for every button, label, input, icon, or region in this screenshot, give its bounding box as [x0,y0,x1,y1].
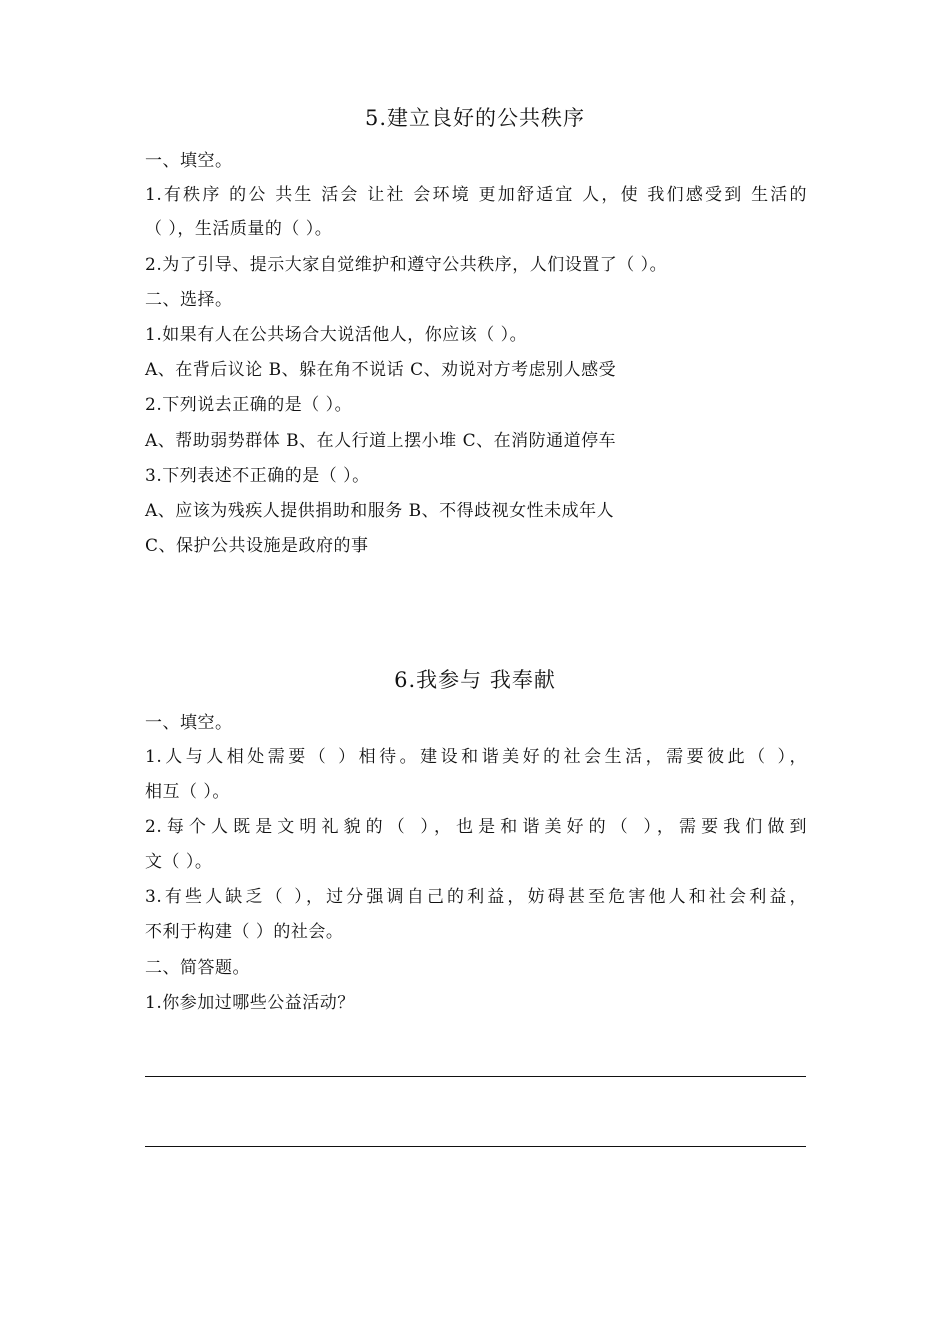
section6-q1-line2: 相互（ ）。 [145,782,230,802]
section5-c3: 3.下列表述不正确的是（ ）。 [145,466,370,486]
section6-sq1: 1.你参加过哪些公益活动？ [145,993,355,1013]
section5-q1-line1: 1.有秩序 的公 共生 活会 让社 会环境 更加舒适宜 人，使 我们感受到 生活的 [145,185,807,205]
section5-c1: 1.如果有人在公共场合大说活他人，你应该（ ）。 [145,325,528,345]
answer-line-1 [145,1076,806,1077]
section6-q2-line1: 2.每个人既是文明礼貌的（ ），也是和谐美好的（ ），需要我们做到 [145,817,807,837]
section6-fill-heading: 一、填空。 [145,713,233,733]
section5-q1-line2: （ ），生活质量的（ ）。 [145,219,333,239]
section5-title: 5.建立良好的公共秩序 [364,106,586,130]
answer-line-2 [145,1146,806,1147]
section6-q3-line1: 3.有些人缺乏（ ），过分强调自己的利益，妨碍甚至危害他人和社会利益， [145,887,807,907]
section5-c3-option-c: C、保护公共设施是政府的事 [145,536,369,556]
section5-q2: 2.为了引导、提示大家自觉维护和遵守公共秩序，人们设置了（ ）。 [145,255,668,275]
section5-fill-heading: 一、填空。 [145,151,233,171]
section6-short-answer-heading: 二、简答题。 [145,958,250,978]
section5-c2: 2.下列说去正确的是（ ）。 [145,395,353,415]
section6-q1-line1: 1.人与人相处需要（ ）相待。建设和谐美好的社会生活，需要彼此（ ）， [145,747,807,767]
section5-choice-heading: 二、选择。 [145,290,233,310]
section6-q3-line2: 不利于构建（ ）的社会。 [145,922,344,942]
section5-c2-options: A、帮助弱势群体 B、在人行道上摆小堆 C、在消防通道停车 [145,431,617,451]
section5-c1-options: A、在背后议论 B、躲在角不说话 C、劝说对方考虑别人感受 [145,360,617,380]
section6-title: 6.我参与 我奉献 [394,668,556,692]
section5-c3-options: A、应该为残疾人提供捐助和服务 B、不得歧视女性未成年人 [145,501,615,521]
section6-q2-line2: 文（ ）。 [145,852,213,872]
